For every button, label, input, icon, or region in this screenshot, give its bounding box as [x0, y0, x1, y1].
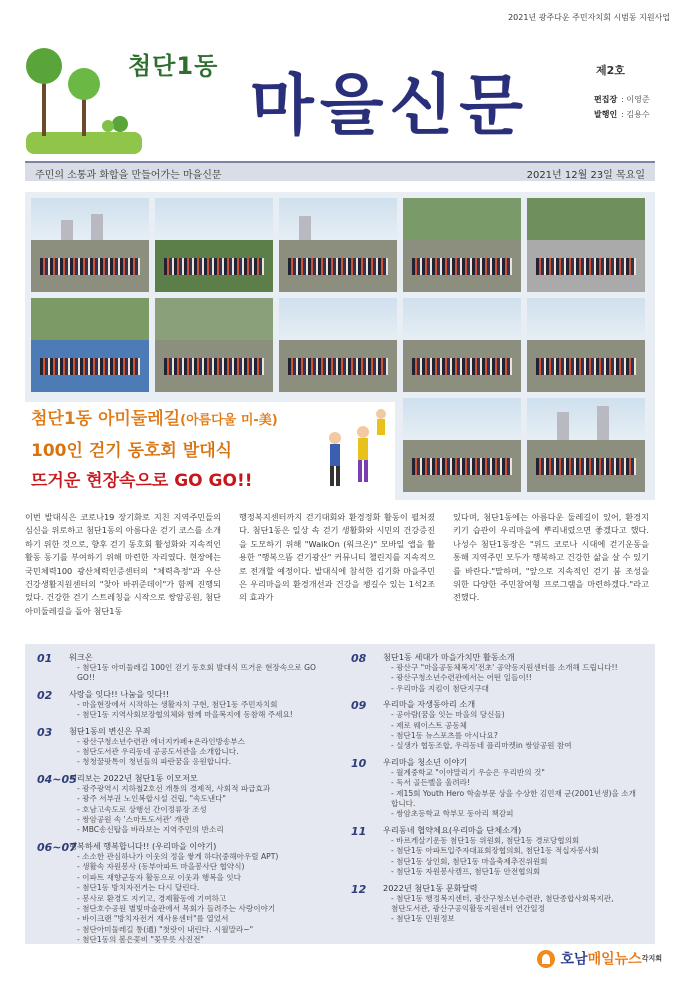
- article-paragraph: 이번 발대식은 코로나19 장기화로 지친 지역주민들의 심신을 위로하고 첨단1동의 아름다운 걷기 코스를 소개하기 위한 것으로, 향후 걷기 동호회 활성화와 지속적인 활동 동기를 부여하기 위해 마련한 자리였다. 현장에는 국민체력100 광산체력인증센터의 "체력측정"과 우산건강생활지원센터의 "찾아 바뀌준데이"가 함께 진행되었다. 건강한 걷기 스트레칭을 시작으로 쌍암공원, 첨단 아미둘레길을 돌아 첨단1동: [25, 512, 221, 616]
- newspaper-title: 마을신문: [250, 67, 530, 144]
- toc-line: - 첨단도서관 우리동네 공공도서관을 소개합니다.: [77, 747, 239, 757]
- toc-line: - 첨단1동 아파트입주자대표회장협의회, 첨단1동 적십자봉사회: [391, 846, 599, 856]
- event-photo: [403, 198, 521, 292]
- toc-line: - 생활속 자원봉사 (동부아파트 마을봉사단 협약식): [77, 862, 245, 872]
- toc-title: 행복하세 행복합니다!! (우리마을 이야기): [69, 840, 217, 851]
- top-note: 2021년 광주다운 주민자치회 시범동 지원사업: [508, 13, 670, 22]
- event-photo: [403, 398, 521, 492]
- event-photo: [31, 298, 149, 392]
- event-photo: [279, 198, 397, 292]
- toc-line: - 첨단1동 지역사회보장협의체와 함께 마을복지에 동참해 주세요!: [77, 710, 293, 720]
- logo-text-2: 매일뉴스: [587, 951, 642, 968]
- article-paragraph: 행정복지센터까지 걷기대회와 환경정화 활동이 펼쳐졌다. 첨단1동은 일상 속 걷기 생활화와 시민의 건강증진을 도모하기 위해 "WalkOn (워크온)" 모바일 앱을 활용한 "행복으뜸 걷기광산" 커뮤니티 챌린지를 지속적으로 전개할 예정이다. 발대식에 참석한 김기화 마을주민은 우리마을의 환경개선과 건강을 챙길수 있는 1석2조의 효과가: [239, 512, 435, 603]
- masthead: [0, 28, 680, 160]
- toc-title: 사랑을 잇다!! 나눔을 잇다!!: [69, 688, 170, 699]
- event-photo: [403, 298, 521, 392]
- toc-line: - 제로 웨이스트 공동체: [391, 720, 468, 730]
- headline-box: [25, 402, 395, 500]
- headline-line2: 100인 걷기 동호회 발대식: [31, 441, 233, 461]
- logo-text-3: 각지회: [641, 954, 662, 963]
- headline-line1: [31, 404, 278, 429]
- toc-line: - 쌍암초등학교 학부모 동아리 책감피: [391, 809, 514, 819]
- toc-item: [339, 825, 639, 878]
- toc-line: - 광산구 "마을공동체복지'전초' 공약동지원센터를 소개해 드립니다!!: [391, 663, 618, 672]
- toc-number: 06~07: [37, 840, 77, 854]
- toc-item: [25, 689, 325, 721]
- logo-text-1: 호남: [560, 951, 588, 968]
- toc-item: [25, 773, 325, 836]
- toc-number: 10: [351, 756, 367, 770]
- headline-line3: 뜨거운 현장속으로 GO GO!!: [31, 471, 253, 491]
- event-photo: [527, 298, 645, 392]
- toc-line: - 소소한 관심하나가 이웃의 정을 쌓게 하다(중해아우릴 APT): [77, 851, 279, 861]
- slogan-banner: [25, 161, 655, 181]
- article-column-1: [25, 511, 221, 618]
- toc-line: - 이파트 재향군동자 활동으로 이웃과 행복을 잇다: [77, 872, 241, 882]
- issue-number: 제2호: [596, 64, 625, 77]
- toc-line: - 공아람(꿈을 잇는 마을의 당신들): [391, 710, 505, 720]
- toc-title: 첨단1동의 변신은 무죄: [69, 725, 151, 736]
- toc-number: 02: [37, 688, 53, 702]
- issue-info: [578, 62, 670, 124]
- event-photo: [155, 198, 273, 292]
- toc-line: - 청청꿀팟톡이 청년들의 파란꿈을 응원합니다.: [77, 757, 232, 767]
- article-column-3: [453, 511, 649, 605]
- toc-left-column: [25, 652, 325, 951]
- toc-line: - 첨단1동 뉴스포츠를 아시나요?: [391, 731, 498, 741]
- toc-line: - 광산구청소년수련관에서는 어떤 일들이!!: [391, 673, 532, 683]
- walking-people-icon: [315, 404, 393, 498]
- event-photo: [527, 198, 645, 292]
- publisher-label: 발행인: [594, 110, 618, 119]
- article-paragraph: 있다며, 첨단1동에는 아름다운 둘레길이 있어, 환경지키기 습관이 우리마을에 뿌리내렸으면 좋겠다고 했다. 나성수 첨단1동장은 "위드 코로나 시대에 걷기운동을 통해 지역주민 모두가 행복하고 건강한 삶을 살 수 있기를 바란다."말하며, "앞으로 지속적인 걷기 붐 조성을 위한 다양한 주민참여형 프로그램을 마련하겠다."라고 전했다.: [453, 512, 649, 603]
- toc-title: 2022년 첨단1동 문화달력: [383, 882, 478, 893]
- toc-line: - MBC송신탑을 바라보는 지역주민의 반소리: [77, 825, 224, 835]
- logo-icon: [537, 950, 555, 968]
- editor-row: [578, 94, 670, 105]
- event-photo: [527, 398, 645, 492]
- toc-number: 11: [351, 824, 367, 838]
- toc-title: 우리마을 청소년 이야기: [383, 756, 468, 767]
- toc-number: 01: [37, 652, 53, 665]
- toc-line: - 첨단1동 상인회, 첨단1동 마을축제추진위원회: [391, 856, 548, 866]
- toc-line: - 첨단1동 자원봉사캠프, 첨단1동 안전협의회: [391, 867, 541, 877]
- toc-line: - 바이크랜 "방치자전거 재사용센터"를 열었서: [77, 914, 229, 924]
- toc-title: 첨단1동 세대가 마을가치만 활동소개: [383, 652, 515, 662]
- toc-item: [25, 652, 325, 684]
- publisher-name: : 김용수: [621, 110, 650, 119]
- toc-line: - 첨단1동 행정복지센터, 광산구청소년수련관, 첨단종합사회복지관,: [391, 893, 614, 903]
- editor-label: 편집장: [594, 95, 618, 104]
- toc-line: - 광주 서부권 노인복합시설 건립, "속도낸다": [77, 794, 226, 804]
- toc-line: - 첨단1동 민원정보: [391, 914, 455, 924]
- toc-line: - 마을현장에서 시작하는 생활자치 구현, 첨단1동 주민자치회: [77, 699, 278, 709]
- toc-line: - 첨단호수공원 별빛마술관에서 목회가 들려주는 사랑이야기: [77, 903, 276, 913]
- toc-item: [25, 726, 325, 768]
- toc-line: - 월계중학교 "이야말리기 우승은 우리반의 것": [391, 767, 545, 777]
- toc-title: 워크온: [69, 652, 93, 662]
- toc-title: 미리보는 2022년 첨단1동 이모저모: [69, 772, 198, 783]
- district-name: 첨단1동: [128, 52, 219, 80]
- slogan-text: 주민의 소통과 화합을 만들어가는 마을신문: [35, 170, 222, 181]
- article-column-2: [239, 511, 435, 605]
- toc-number: 04~05: [37, 772, 77, 786]
- toc-line: 첨단도서관, 광산구공익활동지원센터 연간일정: [391, 903, 545, 913]
- editor-name: : 이영준: [621, 95, 650, 104]
- toc-line: - 봉사로 환경도 지키고, 경제활동에 기여하고: [77, 893, 227, 903]
- toc-number: 09: [351, 699, 367, 713]
- toc-number: 12: [351, 882, 367, 896]
- toc-item: [339, 699, 639, 752]
- toc-number: 08: [351, 652, 367, 665]
- toc-line: - 우리마을 지킴이 첨단지구대: [391, 683, 490, 693]
- toc-line: - 첨단1동의 봄은꽃비 "꽃무릇 사진전": [77, 935, 204, 945]
- publisher-row: [578, 109, 670, 120]
- toc-right-column: [339, 652, 639, 930]
- headline-main: 첨단1동 아미둘레길: [31, 409, 181, 429]
- publisher-logo: [537, 948, 662, 972]
- toc-line: - 첨단1동 방치자전거는 다시 달린다.: [77, 883, 200, 893]
- toc-line: - 실생가 협동조합, 우리동네 플리마켓in 쌍암공원 참여: [391, 741, 572, 751]
- event-photo: [279, 298, 397, 392]
- toc-line: - 광주광역시 지하철2호선 개통의 경제적, 사회적 파급효과: [77, 783, 271, 793]
- toc-item: [339, 757, 639, 820]
- publish-date: 2021년 12월 23일 목요일: [526, 170, 645, 181]
- toc-number: 03: [37, 725, 53, 739]
- toc-item: [339, 883, 639, 925]
- table-of-contents: [25, 644, 655, 944]
- toc-line: - 바르게살기운동 첨단1동 위원회, 첨단1동 경로당협의회: [391, 835, 580, 845]
- toc-item: [339, 652, 639, 694]
- toc-line: - 독서 골든벨을 울려라!: [391, 778, 471, 788]
- toc-line: - 제15회 Youth Hero 학술부문 상을 수상한 김민재 군(2001년생)을 소개합니다.: [391, 788, 636, 809]
- toc-title: 우리마을 자생동아리 소개: [383, 699, 476, 710]
- headline-sub: (아름다울 미-美): [180, 413, 278, 428]
- event-photo: [155, 298, 273, 392]
- event-photo: [31, 198, 149, 292]
- toc-line: - 첨단아미둘레길 통(通) "첫랏이 내린다. 시월말라~": [77, 924, 254, 934]
- tree-illustration-icon: [24, 36, 144, 154]
- toc-title: 우리동네 협약체요(우리마을 단체소개): [383, 824, 522, 835]
- toc-line: - 광산구청소년수련관 에너지카페+온라인방송부스: [77, 736, 245, 746]
- toc-line: - 호남고속도로 상행선 간이정류장 조성: [77, 804, 207, 814]
- toc-line: - 첨단1동 아미둘레길 100인 걷기 동호회 발대식 뜨거운 현장속으로 GO GO!!: [77, 663, 317, 683]
- toc-item: [25, 841, 325, 946]
- toc-line: - 쌍암공원 속 '스마트도서관' 개관: [77, 815, 189, 825]
